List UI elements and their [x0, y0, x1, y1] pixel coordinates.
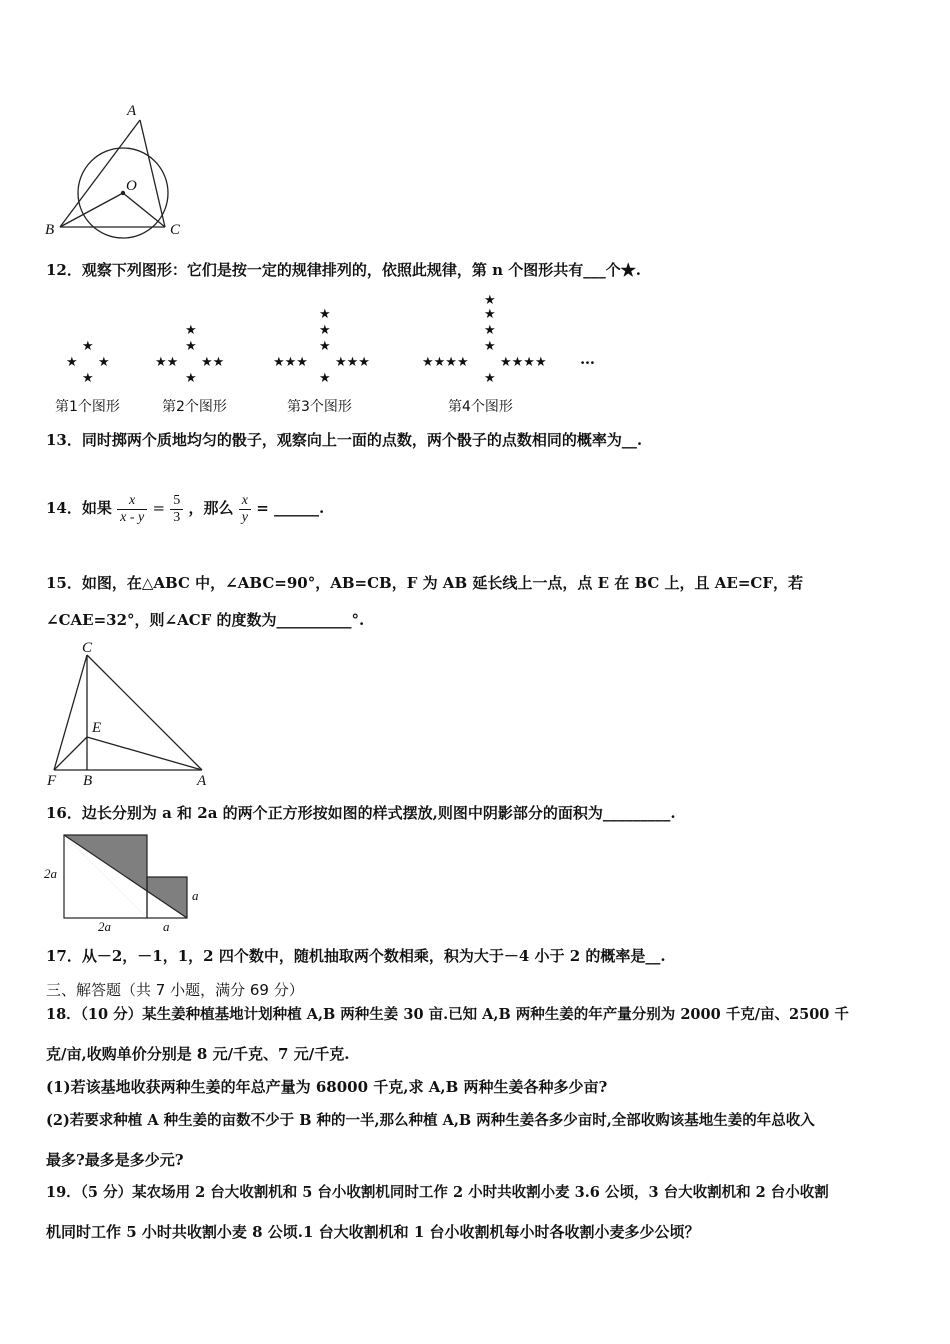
- label-f: F: [47, 773, 57, 789]
- caption-figure-4: 第4个图形: [448, 399, 513, 415]
- label-c: C: [82, 640, 93, 656]
- segment-ob: [60, 193, 123, 227]
- segment-ca: [87, 655, 202, 770]
- label-bottom-2a: 2a: [98, 919, 111, 934]
- question-15-line-1: 15．如图，在△ABC 中，∠ABC=90°，AB=CB，F 为 AB 延长线上一点，点 E 在 BC 上，且 AE=CF，若: [46, 574, 804, 592]
- center-dot: [121, 191, 125, 195]
- question-14: 14．如果 $\frac{x}{x - y}$ = $\frac{5}{3}$ ，那么 $\frac{x}{y}$ = ______.: [46, 492, 325, 525]
- question-17: 17．从－2，－1，1，2 四个数中，随机抽取两个数相乘，积为大于－4 小于 2 的概率是__.: [46, 947, 666, 965]
- question-13: 13．同时掷两个质地均匀的骰子，观察向上一面的点数，两个骰子的点数相同的概率为__.: [46, 431, 643, 449]
- question-19-line-1: 19．（5 分）某农场用 2 台大收割机和 5 台小收割机同时工作 2 小时共收割小麦 3.6 公顷，3 台大收割机和 2 台小收割: [46, 1184, 829, 1201]
- caption-figure-1: 第1个图形: [55, 399, 120, 415]
- question-18-line-5: 最多?最多是多少元?: [46, 1151, 184, 1169]
- section-3-heading: 三、解答题（共 7 小题，满分 69 分）: [46, 981, 304, 999]
- question-18-line-2: 克/亩,收购单价分别是 8 元/千克、7 元/千克.: [46, 1045, 350, 1063]
- question-18-line-4: (2)若要求种植 A 种生姜的亩数不少于 B 种的一半,那么种植 A,B 两种生姜各多少亩时,全部收购该基地生姜的年总收入: [46, 1112, 815, 1129]
- fraction-5-over-3: $\frac{5}{3}$: [170, 493, 183, 526]
- label-a: A: [127, 103, 137, 119]
- label-left-2a: 2a: [44, 866, 57, 881]
- label-a: A: [197, 773, 207, 789]
- question-18-line-1: 18．（10 分）某生姜种植基地计划种植 A,B 两种生姜 30 亩.已知 A,B 两种生姜的年产量分别为 2000 千克/亩、2500 千: [46, 1006, 849, 1023]
- figure-two-squares: [40, 830, 220, 940]
- figure-circle-triangle: [40, 100, 190, 240]
- caption-figure-2: 第2个图形: [162, 399, 227, 415]
- label-right-a: a: [192, 888, 199, 903]
- question-18-line-3: (1)若该基地收获两种生姜的年总产量为 68000 千克,求 A,B 两种生姜各种多少亩?: [46, 1078, 608, 1096]
- star-patterns: ★ ★ ★ ★ ★ ★ ★★ ★★ ★ ★ ★ ★ ★★★ ★★★ ★ ★ ★ ★ ★ ★★★★ ★★★★ ★ …: [66, 293, 595, 386]
- label-o: O: [126, 178, 137, 194]
- fraction-x-over-y: $\frac{x}{y}$: [239, 493, 251, 526]
- question-12: 12．观察下列图形：它们是按一定的规律排列的，依照此规律，第 n 个图形共有___个★.: [46, 261, 641, 279]
- ellipsis: …: [580, 350, 595, 368]
- question-15-line-2: ∠CAE=32°，则∠ACF 的度数为__________°.: [46, 611, 365, 629]
- label-e: E: [92, 720, 102, 736]
- question-19-line-2: 机同时工作 5 小时共收割小麦 8 公顷.1 台大收割机和 1 台小收割机每小时各收割小麦多少公顷？: [46, 1223, 700, 1241]
- label-b: B: [83, 773, 93, 789]
- caption-figure-3: 第3个图形: [287, 399, 352, 415]
- segment-ac: [140, 120, 165, 227]
- label-c: C: [170, 222, 181, 238]
- label-bottom-a: a: [163, 919, 170, 934]
- fraction-x-over-x-minus-y: $\frac{x}{x - y}$: [117, 493, 147, 526]
- label-b: B: [45, 222, 55, 238]
- question-16: 16．边长分别为 a 和 2a 的两个正方形按如图的样式摆放,则图中阴影部分的面积为_________.: [46, 804, 676, 822]
- segment-ab: [60, 120, 140, 227]
- figure-triangle-abc: [40, 640, 220, 790]
